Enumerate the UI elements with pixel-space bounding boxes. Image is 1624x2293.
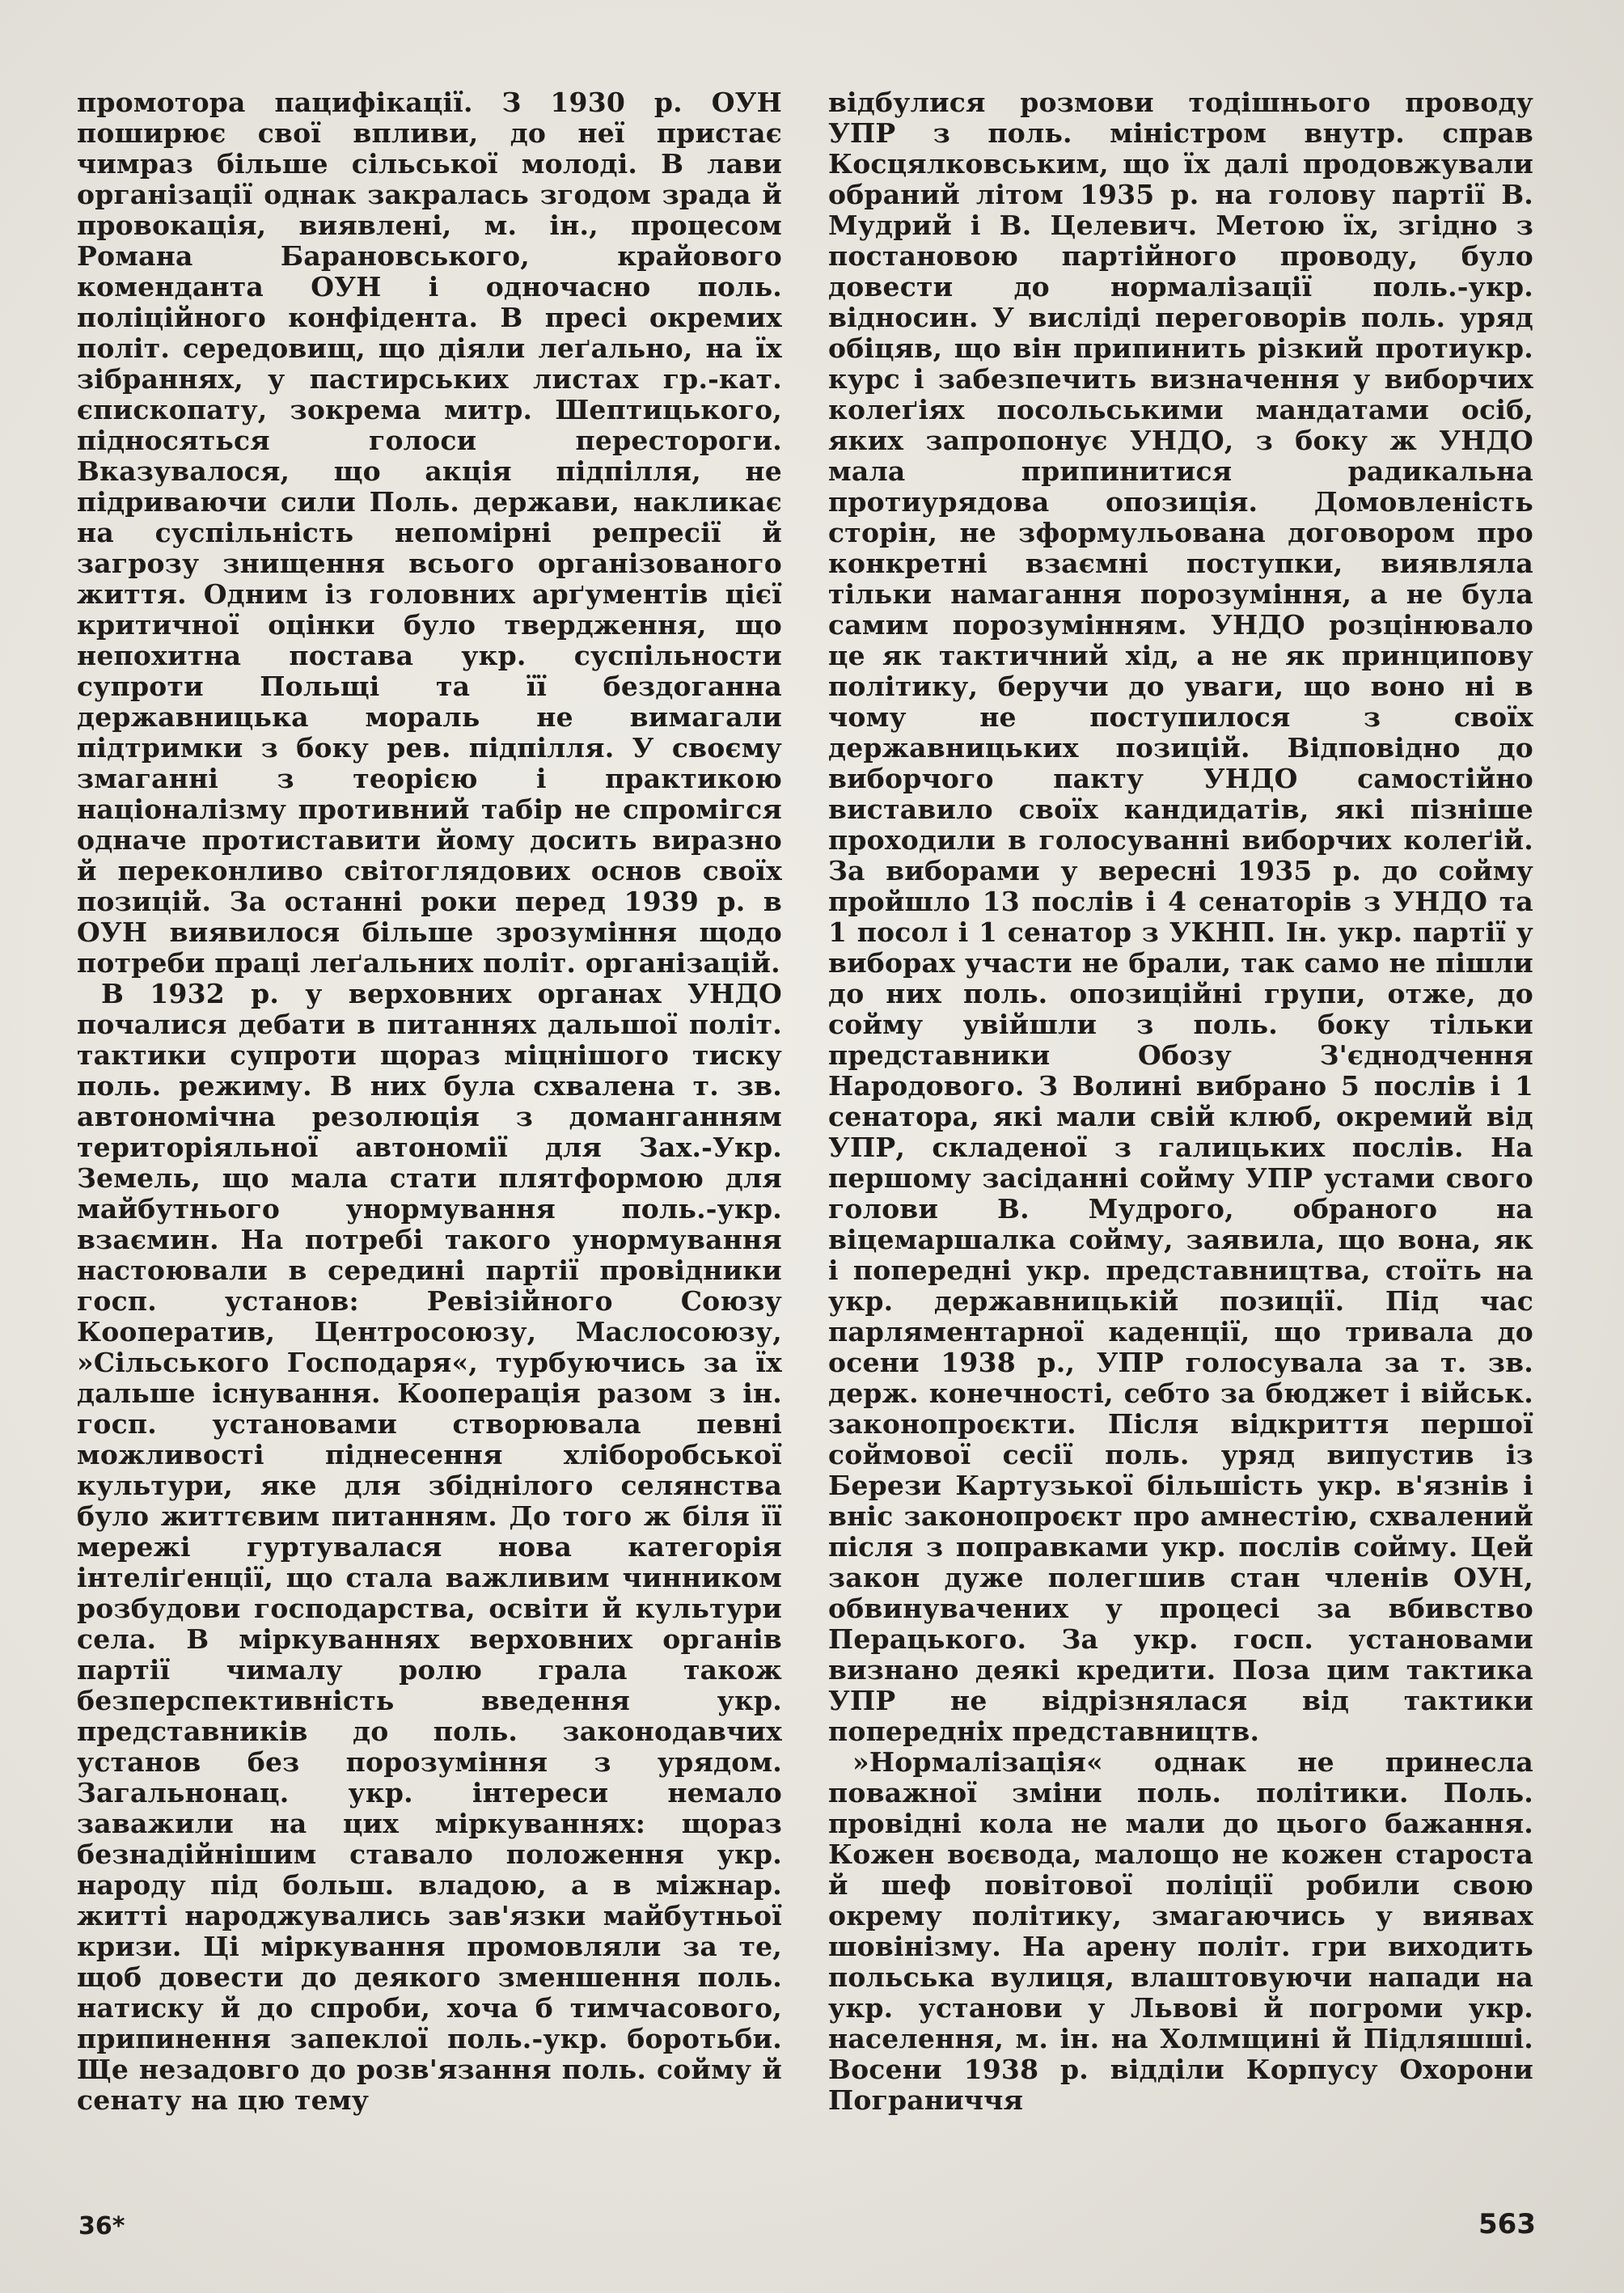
text-column-right — [828, 87, 1533, 2134]
paragraph: відбулися розмови тодішнього проводу УПР з поль. міністром внутр. справ Косцялковським, що їх далі продовжували обраний літом 1935 р. на голову партії В. Мудрий і В. Целевич. Метою їх, згідно з постановою партійного проводу, було довести до нормалізації поль.-укр. відносин. У висліді переговорів поль. уряд обіцяв, що він припинить різкий протиукр. курс і забезпечить визначення у виборчих колеґіях посольськими мандатами осіб, яких запропонує УНДО, з боку ж УНДО мала припинитися радикальна протиурядова опозиція. Домовленість сторін, не зформульована договором про конкретні взаємні поступки, виявляла тільки намагання порозуміння, а не була самим порозумінням. УНДО розцінювало це як тактичний хід, а не як принципову політику, беручи до уваги, що воно ні в чому не поступилося з своїх державницьких позицій. Відповідно до виборчого пакту УНДО самостійно виставило своїх кандидатів, які пізніше проходили в голосуванні виборчих колеґій. За виборами у вересні 1935 р. до сойму пройшло 13 послів і 4 сенаторів з УНДО та 1 посол і 1 сенатор з УКНП. Ін. укр. партії у виборах участи не брали, так само не пішли до них поль. опозиційні групи, отже, до сойму увійшли з поль. боку тільки представники Обозу З'єднодчення Народового. З Волині вибрано 5 послів і 1 сенатора, які мали свій клюб, окремий від УПР, складеної з галицьких послів. На першому засіданні сойму УПР устами свого голови В. Мудрого, обраного на віцемаршалка сойму, заявила, що вона, як і попередні укр. представництва, стоїть на укр. державницькій позиції. Під час парляментарної каденції, що тривала до осени 1938 р., УПР голосувала за т. зв. держ. конечності, себто за бюджет і військ. законопроєкти. Після відкриття першої соймової сесії поль. уряд випустив із Берези Картузької більшість укр. в'язнів і вніс законопроєкт про амнестію, схвалений після з поправками укр. послів сойму. Цей закон дуже полегшив стан членів ОУН, обвинувачених у процесі за вбивство Перацького. За укр. госп. установами визнано деякі кредити. Поза цим тактика УПР не відрізнялася від тактики попередніх представництв. — [828, 87, 1533, 1747]
paragraph: В 1932 р. у верховних органах УНДО почалися дебати в питаннях дальшої політ. тактики супроти щораз міцнішого тиску поль. режиму. В них була схвалена т. зв. автономічна резолюція з доманганням територіяльної автономії для Зах.-Укр. Земель, що мала стати плятформою для майбутнього унормування поль.-укр. взаємин. На потребі такого унормування настоювали в середині партії провідники госп. установ: Ревізійного Союзу Кооператив, Центросоюзу, Маслосоюзу, »Сільського Господаря«, турбуючись за їх дальше існування. Кооперація разом з ін. госп. установами створювала певні можливості піднесення хліборобської культури, яке для збіднілого селянства було життєвим питанням. До того ж біля її мережі гуртувалася нова категорія інтеліґенції, що стала важливим чинником розбудови господарства, освіти й культури села. В міркуваннях верховних органів партії чималу ролю грала також безперспективність введення укр. представників до поль. законодавчих установ без порозуміння з урядом. Загальнонац. укр. інтереси немало заважили на цих міркуваннях: щораз безнадійнішим ставало положення укр. народу під больш. владою, а в міжнар. житті народжувались зав'язки майбутньої кризи. Ці міркування промовляли за те, щоб довести до деякого зменшення поль. натиску й до спроби, хоча б тимчасового, припинення запеклої поль.-укр. боротьби. Ще незадовго до розв'язання поль. сойму й сенату на цю тему — [77, 978, 782, 2116]
page-number: 563 — [1478, 2208, 1536, 2240]
paragraph: »Нормалізація« однак не принесла поважної зміни поль. політики. Поль. провідні кола не мали до цього бажання. Кожен воєвода, малощо не кожен староста й шеф повітової поліції робили свою окрему політику, змагаючись у виявах шовінізму. На арену політ. гри виходить польська вулиця, влаштовуючи напади на укр. установи у Львові й погроми укр. населення, м. ін. на Холмщині й Підляшші. Восени 1938 р. відділи Корпусу Охорони Пограниччя — [828, 1746, 1533, 2116]
text-column-left — [77, 87, 782, 2134]
printer-signature: 36* — [78, 2212, 125, 2240]
paragraph: промотора пацифікації. З 1930 р. ОУН поширює свої впливи, до неї пристає чимраз більше сільської молоді. В лави організації однак закралась згодом зрада й провокація, виявлені, м. ін., процесом Романа Барановського, крайового коменданта ОУН і одночасно поль. поліційного конфідента. В пресі окремих політ. середовищ, що діяли леґально, на їх зібраннях, у пастирських листах гр.-кат. єпископату, зокрема митр. Шептицького, підносяться голоси перестороги. Вказувалося, що акція підпілля, не підриваючи сили Поль. держави, накликає на суспільність непомірні репресії й загрозу знищення всього організованого життя. Одним із головних арґументів цієї критичної оцінки було твердження, що непохитна постава укр. суспільности супроти Польщі та її бездоганна державницька мораль не вимагали підтримки з боку рев. підпілля. У своєму змаганні з теорією і практикою націоналізму противний табір не спромігся одначе протиставити йому досить виразно й переконливо світоглядових основ своїх позицій. За останні роки перед 1939 р. в ОУН виявилося більше зрозуміння щодо потреби праці леґальних політ. організацій. — [77, 87, 782, 979]
